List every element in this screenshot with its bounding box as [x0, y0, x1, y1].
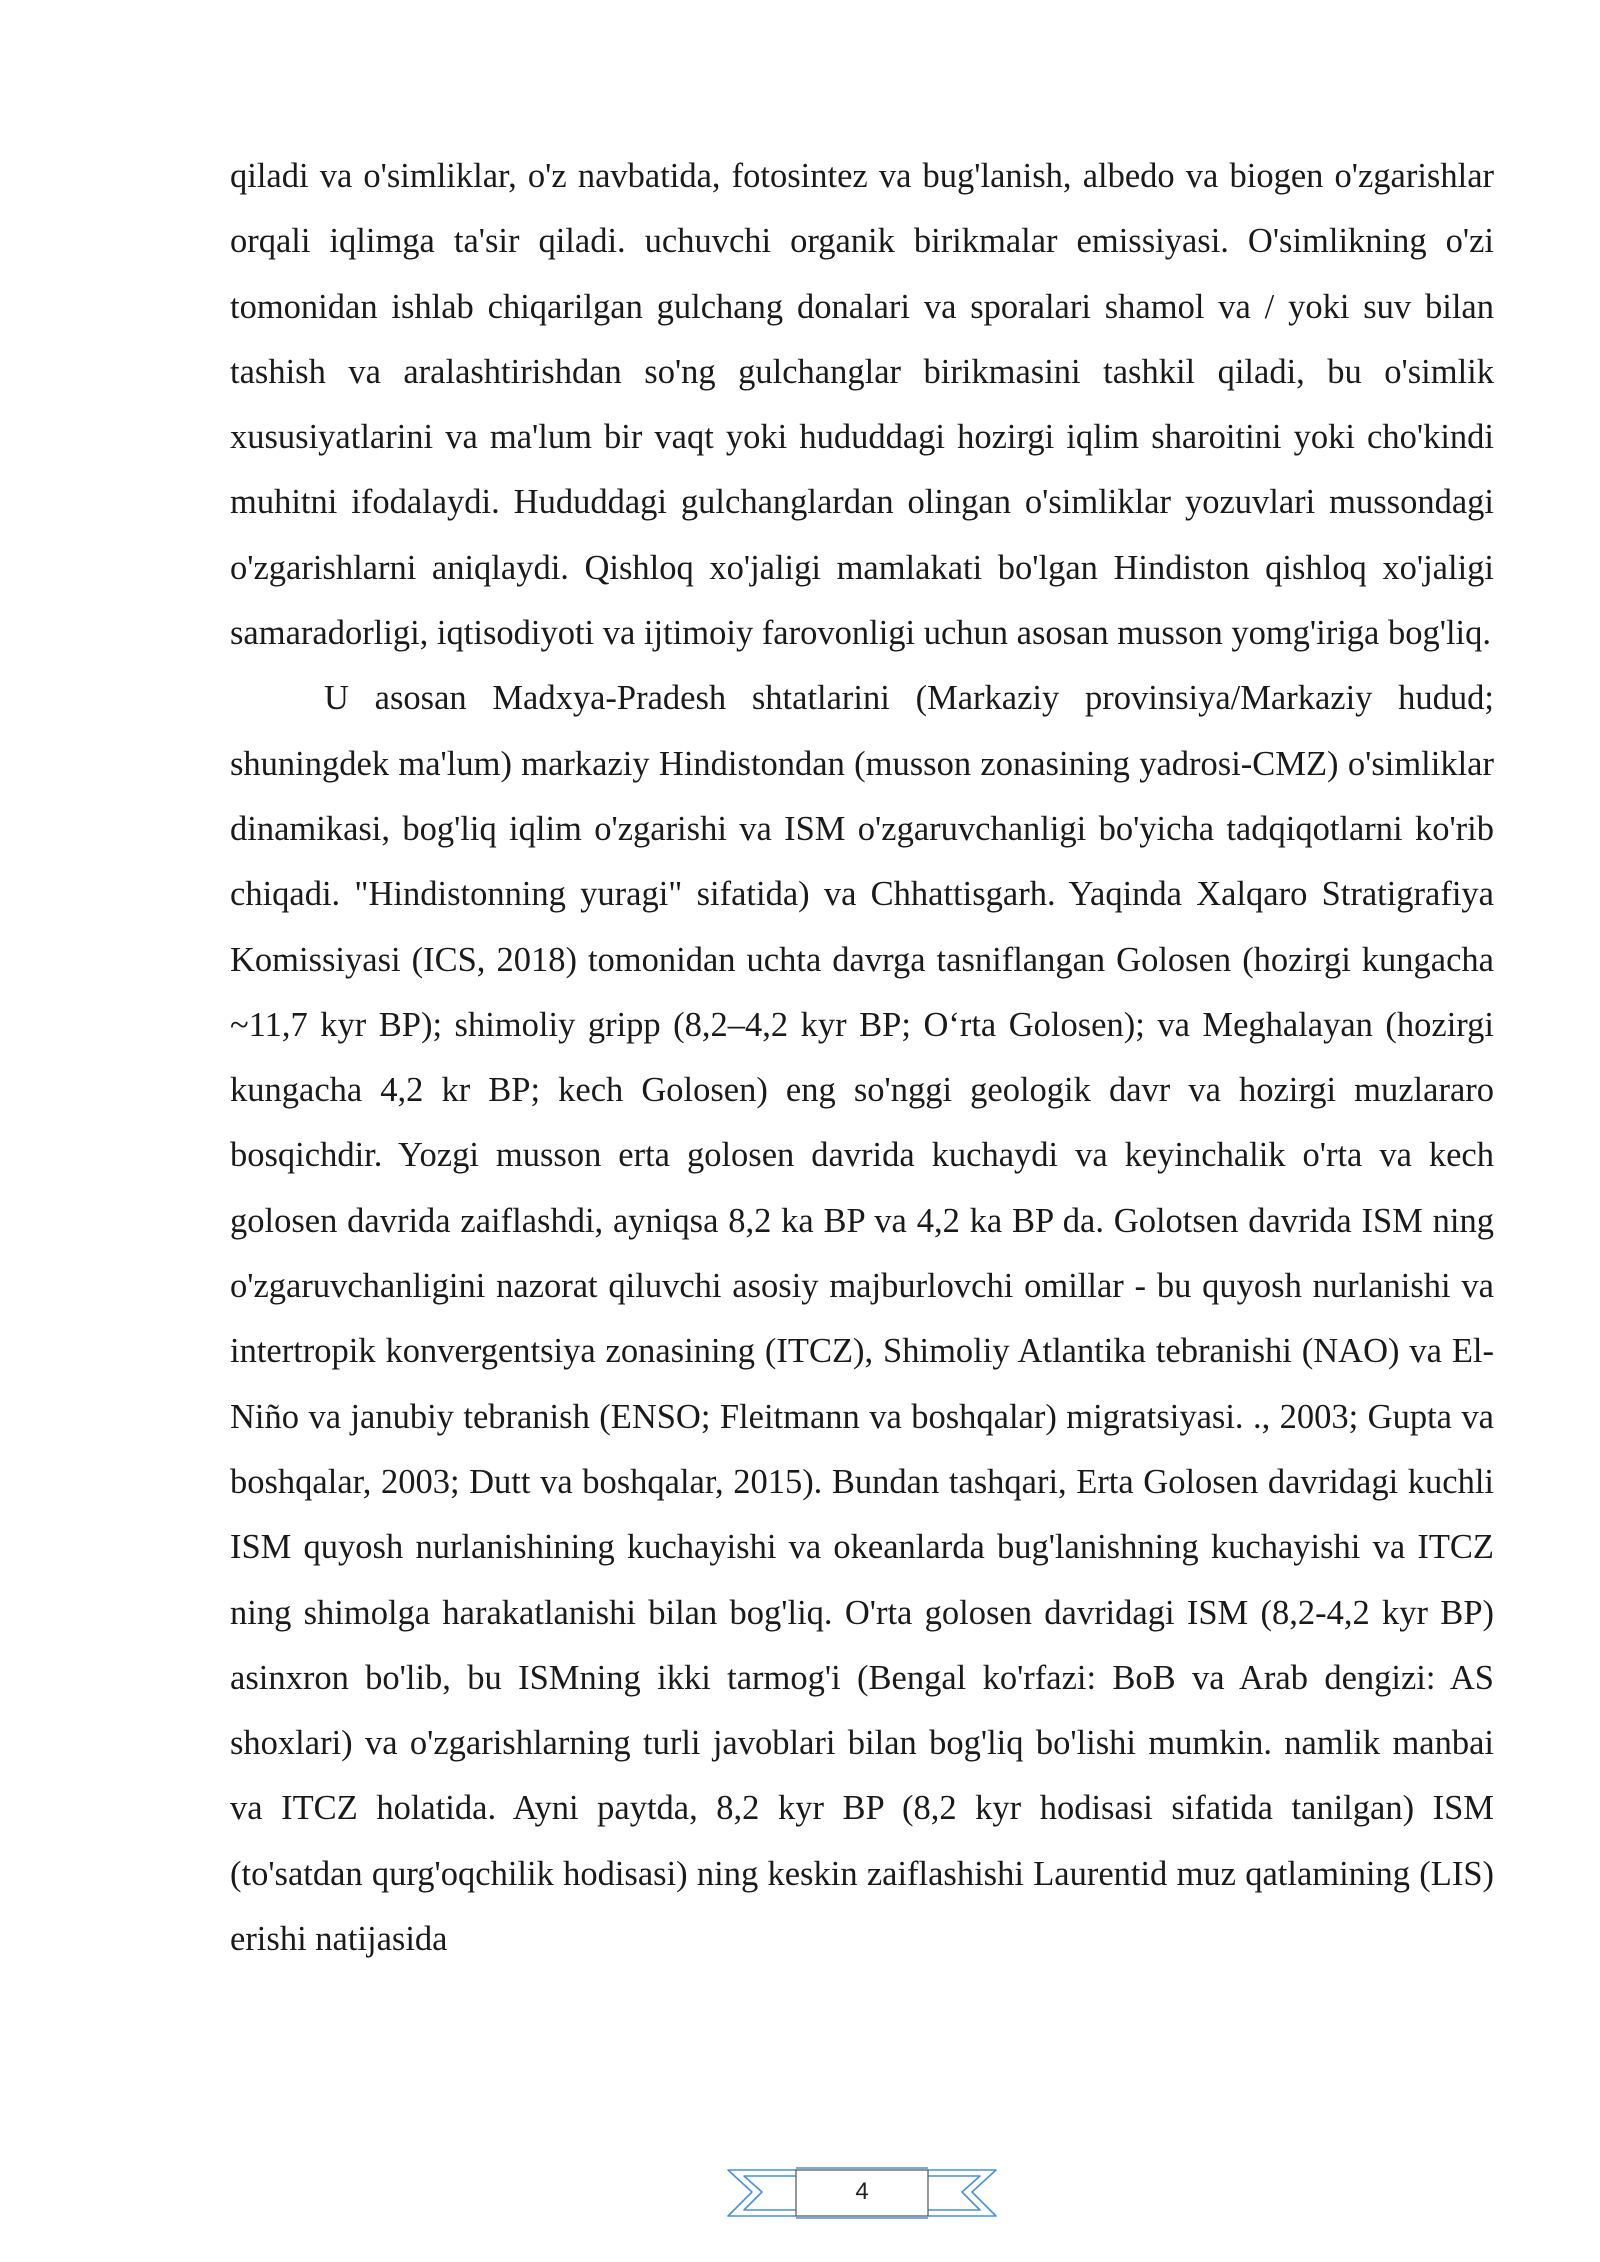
body-text — [230, 144, 1494, 1972]
paragraph-continuation: qiladi va o'simliklar, o'z navbatida, fotosintez va bug'lanish, albedo va biogen o'zgarishlar orqali iqlimga ta'sir qiladi. uchuvchi organik birikmalar emissiyasi. O'simlikning o'zi tomonidan ishlab chiqarilgan gulchang donalari va sporalari shamol va / yoki suv bilan tashish va aralashtirishdan so'ng gulchanglar birikmasini tashkil qiladi, bu o'simlik xususiyatlarini va ma'lum bir vaqt yoki hududdagi hozirgi iqlim sharoitini yoki cho'kindi muhitni ifodalaydi. Hududdagi gulchanglardan olingan o'simliklar yozuvlari mussondagi o'zgarishlarni aniqlaydi. Qishloq xo'jaligi mamlakati bo'lgan Hindiston qishloq xo'jaligi samaradorligi, iqtisodiyoti va ijtimoiy farovonligi uchun asosan musson yomg'iriga bog'liq. — [230, 157, 1494, 653]
page-number: 4 — [855, 2178, 869, 2205]
paragraph-main: U asosan Madxya-Pradesh shtatlarini (Markaziy provinsiya/Markaziy hudud; shuningdek ma'lum) markaziy Hindistondan (musson zonasining yadrosi-CMZ) o'simliklar dinamikasi, bog'liq iqlim o'zgarishi va ISM o'zgaruvchanligi bo'yicha tadqiqotlarni ko'rib chiqadi. "Hindistonning yuragi" sifatida) va Chhattisgarh. Yaqinda Xalqaro Stratigrafiya Komissiyasi (ICS, 2018) tomonidan uchta davrga tasniflangan Golosen (hozirgi kungacha ~11,7 kyr BP); shimoliy gripp (8,2–4,2 kyr BP; O‘rta Golosen); va Meghalayan (hozirgi kungacha 4,2 kr BP; kech Golosen) eng so'nggi geologik davr va hozirgi muzlararo bosqichdir. Yozgi musson erta golosen davrida kuchaydi va keyinchalik o'rta va kech golosen davrida zaiflashdi, ayniqsa 8,2 ka BP va 4,2 ka BP da. Golotsen davrida ISM ning o'zgaruvchanligini nazorat qiluvchi asosiy majburlovchi omillar - bu quyosh nurlanishi va intertropik konvergentsiya zonasining (ITCZ), Shimoliy Atlantika tebranishi (NAO) va El-Niño va janubiy tebranish (ENSO; Fleitmann va boshqalar) migratsiyasi. ., 2003; Gupta va boshqalar, 2003; Dutt va boshqalar, 2015). Bundan tashqari, Erta Golosen davridagi kuchli ISM quyosh nurlanishining kuchayishi va okeanlarda bug'lanishning kuchayishi va ITCZ ning shimolga harakatlanishi bilan bog'liq. O'rta golosen davridagi ISM (8,2-4,2 kyr BP) asinxron bo'lib, bu ISMning ikki tarmog'i (Bengal ko'rfazi: BoB va Arab dengizi: AS shoxlari) va o'zgarishlarning turli javoblari bilan bog'liq bo'lishi mumkin. namlik manbai va ITCZ holatida. Ayni paytda, 8,2 kyr BP (8,2 kyr hodisasi sifatida tanilgan) ISM (to'satdan qurg'oqchilik hodisasi) ning keskin zaiflashishi Laurentid muz qatlamining (LIS) erishi natijasida — [230, 679, 1494, 1959]
page-number-ornament — [722, 2158, 1002, 2228]
